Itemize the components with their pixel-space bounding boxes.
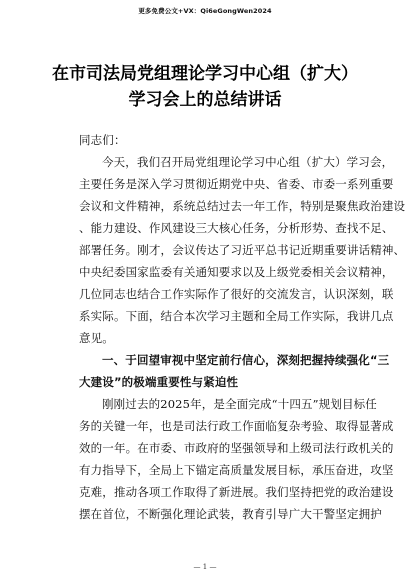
section-heading-line: 大建设”的极端重要性与紧迫性 (79, 375, 239, 389)
paragraph-1-line: 会议和文件精神，系统总结过去一年工作，特别是聚焦政治建设 (79, 199, 406, 213)
paragraph-1-line: 今天，我们召开局党组理论学习中心组（扩大）学习会， (102, 155, 394, 169)
paragraph-2-line: 刚刚过去的2025年，是全面完成“十四五”规划目标任 (102, 397, 377, 411)
paragraph-1-line: 部署任务。刚才，会议传达了习近平总书记近期重要讲话精神、 (79, 243, 406, 257)
paragraph-2-line: 摆在首位，不断强化理论武装，教育引导广大干警坚定拥护 (79, 507, 382, 521)
salutation: 同志们： (79, 133, 126, 147)
paragraph-2-line: 务的关键一年，也是司法行政工作面临复杂考验、取得显著成 (79, 419, 394, 433)
paragraph-1-line: 几位同志也结合工作实际作了很好的交流发言，认识深刻，联 (79, 287, 394, 301)
section-heading-line: 一、于回望审视中坚定前行信心，深刻把握持续强化“三 (102, 353, 390, 367)
paragraph-1-line: 系实际。下面，结合本次学习主题和全局工作实际，我讲几点 (79, 309, 394, 323)
paragraph-2-line: 有力指导下，全局上下锚定高质量发展目标，承压奋进，攻坚 (79, 463, 394, 477)
paragraph-1-line: 意见。 (79, 331, 114, 345)
document-title-line-1: 在市司法局党组理论学习中心组（扩大） (52, 64, 358, 84)
paragraph-1-line: 、能力建设、作风建设三大核心任务，分析形势、查找不足、 (79, 221, 394, 235)
paragraph-1-line: 主要任务是深入学习贯彻近期党中央、省委、市委一系列重要 (79, 177, 394, 191)
paragraph-1-line: 中央纪委国家监委有关通知要求以及上级党委相关会议精神， (79, 265, 394, 279)
page-number: — 1 — (193, 563, 217, 571)
paragraph-2-line: 克难，推动各项工作取得了新进展。我们坚持把党的政治建设 (79, 485, 394, 499)
document-title-line-2: 学习会上的总结讲话 (128, 90, 282, 110)
top-banner: 更多免费公文+VX：Qi6eGongWen2024 (138, 7, 272, 15)
paragraph-2-line: 效的一年。在市委、市政府的坚强领导和上级司法行政机关的 (79, 441, 394, 455)
